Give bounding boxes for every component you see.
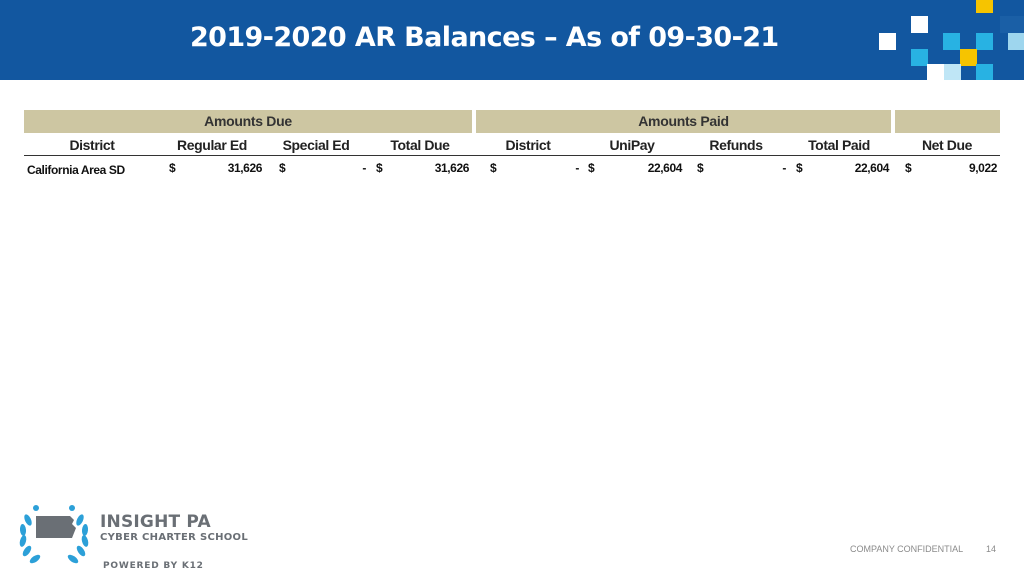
- cell-district-paid-currency: $: [490, 161, 497, 175]
- header-net-due: Net Due: [921, 137, 973, 153]
- cell-net-due: 9,022: [968, 161, 997, 175]
- brand-subtitle: CYBER CHARTER SCHOOL: [100, 532, 249, 543]
- group-bar-net: [895, 110, 1000, 133]
- header-total-paid: Total Paid: [808, 137, 870, 153]
- cell-refunds-currency: $: [697, 161, 704, 175]
- cell-total-paid-currency: $: [796, 161, 803, 175]
- header-rule: [24, 155, 1000, 156]
- cell-special-ed-currency: $: [279, 161, 286, 175]
- cell-special-ed: -: [362, 161, 366, 175]
- cell-regular-ed: 31,626: [227, 161, 262, 175]
- brand-tagline: POWERED BY K12: [103, 561, 204, 571]
- page-number: 14: [986, 544, 997, 554]
- header-district-paid: District: [505, 137, 551, 153]
- slide-header: [0, 0, 1024, 80]
- header-special-ed: Special Ed: [282, 137, 350, 153]
- header-refunds: Refunds: [709, 137, 763, 153]
- cell-total-due: 31,626: [434, 161, 469, 175]
- slide-title: 2019-2020 AR Balances – As of 09-30-21: [190, 22, 779, 53]
- cell-district-paid: -: [575, 161, 579, 175]
- cell-regular-ed-currency: $: [169, 161, 176, 175]
- header-total-due: Total Due: [390, 137, 450, 153]
- header-regular-ed: Regular Ed: [177, 137, 247, 153]
- brand-name: INSIGHT PA: [100, 512, 211, 532]
- cell-district: California Area SD: [27, 163, 125, 177]
- cell-refunds: -: [782, 161, 786, 175]
- group-bar-amounts-due: Amounts Due: [24, 110, 472, 133]
- header-district: District: [69, 137, 115, 153]
- cell-net-due-currency: $: [905, 161, 912, 175]
- confidential-label: COMPANY CONFIDENTIAL: [850, 544, 964, 554]
- cell-unipay-currency: $: [588, 161, 595, 175]
- cell-total-paid: 22,604: [854, 161, 889, 175]
- cell-unipay: 22,604: [647, 161, 682, 175]
- header-unipay: UniPay: [609, 137, 655, 153]
- group-bar-amounts-paid: Amounts Paid: [476, 110, 891, 133]
- cell-total-due-currency: $: [376, 161, 383, 175]
